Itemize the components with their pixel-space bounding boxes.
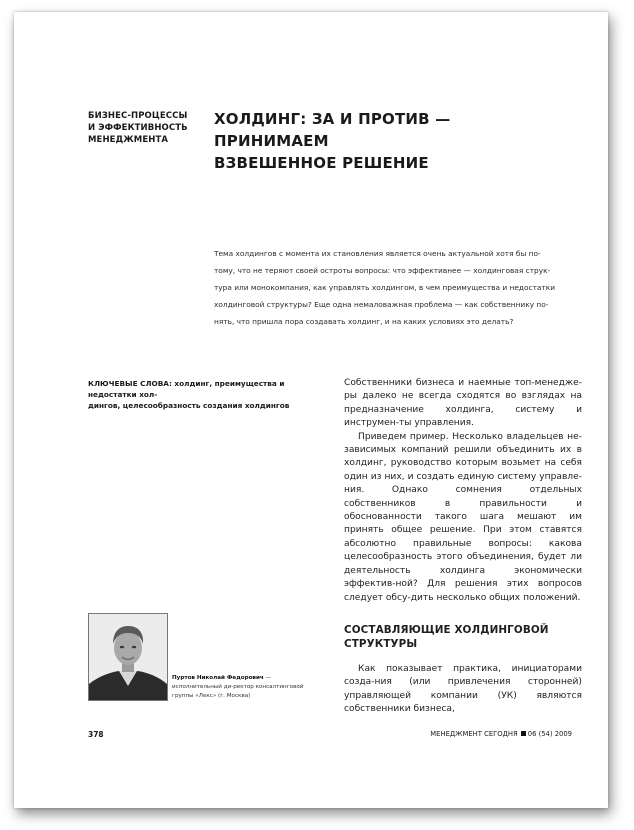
- article-title: [214, 108, 554, 174]
- author-photo: [88, 613, 168, 701]
- square-icon: [521, 731, 526, 736]
- journal-issue: 06 (54) 2009: [527, 730, 572, 738]
- body-paragraph: Собственники бизнеса и наемные топ-менедже-ры далеко не всегда сходятся во взглядах на предназначение холдинга, систему и инструмен-ты управления.: [344, 378, 582, 429]
- body-column: [344, 377, 582, 717]
- keywords: КЛЮЧЕВЫЕ СЛОВА: холдинг, преимущества и недостатки хол- дингов, целесообразность создания холдингов: [88, 379, 290, 410]
- journal-footer: [430, 730, 572, 738]
- section-heading-line: БИЗНЕС-ПРОЦЕССЫ: [88, 111, 188, 121]
- section-heading: [88, 110, 198, 146]
- body-paragraph: Как показывает практика, инициаторами созда-ния (или привлечения сторонней) управляющей компании (УК) являются собственники бизнеса,: [344, 663, 582, 715]
- article-lead: [214, 245, 584, 330]
- author-caption: [172, 674, 312, 701]
- author-name: Пуртов Николай Федорович: [172, 675, 264, 681]
- lead-line: тура или монокомпания, как управлять холдингом, в чем преимущества и недостатки: [214, 283, 556, 292]
- lead-line: тому, что не теряют своей остроты вопросы: что эффективнее — холдинговая струк-: [214, 266, 551, 275]
- lead-line: нять, что пришла пора создавать холдинг, и на каких условиях это делать?: [214, 317, 514, 326]
- journal-name: МЕНЕДЖМЕНТ СЕГОДНЯ: [430, 730, 518, 738]
- lead-line: Тема холдингов с момента их становления является очень актуальной хотя бы по-: [214, 249, 541, 258]
- subheading: СОСТАВЛЯЮЩИЕ ХОЛДИНГОВОЙ СТРУКТУРЫ: [344, 623, 549, 650]
- section-heading-line: И ЭФФЕКТИВНОСТЬ: [88, 123, 188, 133]
- article-title-line: ВЗВЕШЕННОЕ РЕШЕНИЕ: [214, 154, 429, 172]
- page-number: 378: [88, 730, 104, 739]
- section-heading-line: МЕНЕДЖМЕНТА: [88, 135, 169, 145]
- lead-line: холдинговой структуры? Еще одна немаловажная проблема — как собственнику по-: [214, 300, 549, 309]
- author-description: — исполнительный ди-ректор консалтинговой группы «Лекс» (г. Москва): [172, 675, 304, 699]
- body-paragraph: Приведем пример. Несколько владельцев не-зависимых компаний решили объединить их в холдинг, руководство которым возьмет на себя один из них, и создать единую систему управле-ния. Однако сомнения отдельных собственников в правильности и обоснованности такого шага мешают им принять общее решение. При этом ставятся абсолютно правильные вопросы: какова целесообразность этого объединения, будет ли деятельность холдинга экономически эффектив-ной? Для решения этих вопросов следует обсу-дить несколько общих положений.: [344, 431, 582, 603]
- article-title-line: ХОЛДИНГ: ЗА И ПРОТИВ — ПРИНИМАЕМ: [214, 110, 451, 150]
- document-page: [14, 12, 608, 808]
